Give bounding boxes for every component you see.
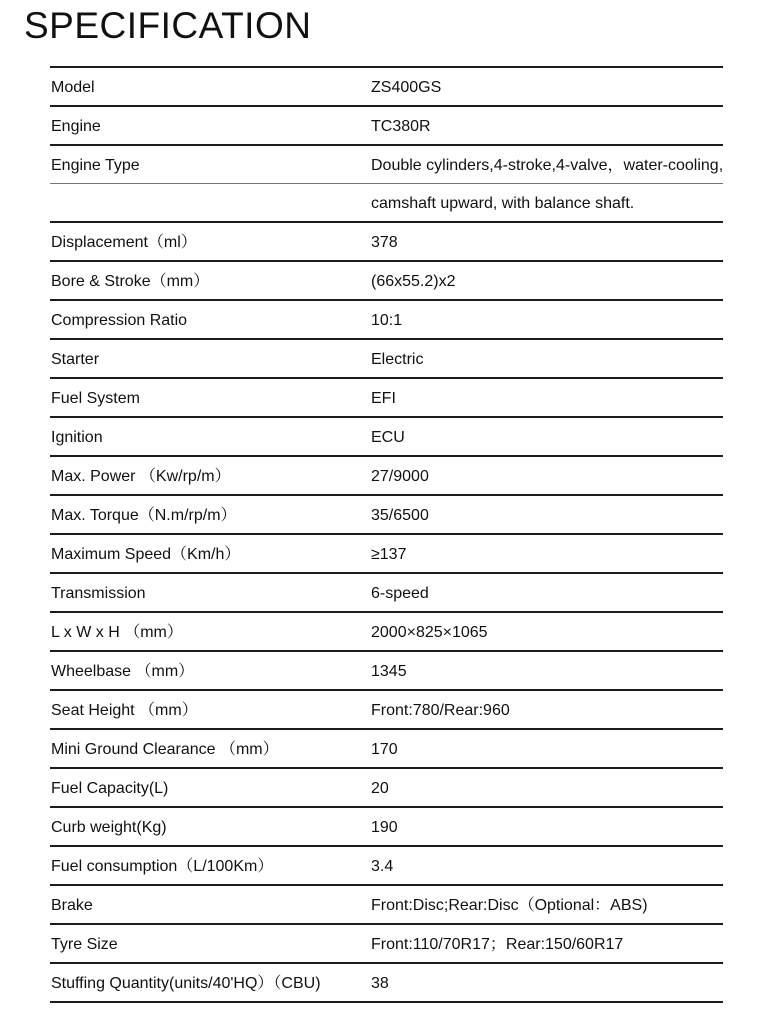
row-label: Maximum Speed（Km/h）	[51, 546, 241, 563]
row-value: Electric	[371, 351, 424, 368]
row-label: Fuel consumption（L/100Km）	[51, 858, 274, 875]
spec-row-model	[50, 68, 723, 105]
spec-row-fuel-system	[50, 379, 723, 416]
row-label: Seat Height （mm）	[51, 702, 198, 719]
row-value: Front:780/Rear:960	[371, 702, 510, 719]
spec-row-max-torque	[50, 496, 723, 533]
row-value: 1345	[371, 663, 407, 680]
row-value: 27/9000	[371, 468, 429, 485]
spec-row-fuel-capacity	[50, 769, 723, 806]
row-value: EFI	[371, 390, 396, 407]
spec-row-curb-weight	[50, 808, 723, 845]
spec-row-maximum-speed	[50, 535, 723, 572]
spec-row-brake	[50, 886, 723, 923]
row-value: 170	[371, 741, 398, 758]
spec-row-max-power	[50, 457, 723, 494]
spec-row-ignition	[50, 418, 723, 455]
row-value: 10:1	[371, 312, 403, 329]
row-label: Displacement（ml）	[51, 234, 197, 251]
row-label: Transmission	[51, 585, 146, 602]
spec-row-tyre-size	[50, 925, 723, 962]
spec-row-engine	[50, 107, 723, 144]
row-label: Engine	[51, 118, 101, 135]
row-value: Front:Disc;Rear:Disc（Optional：ABS)	[371, 897, 648, 914]
spec-row-transmission	[50, 574, 723, 611]
row-value: ≥137	[371, 546, 407, 563]
spec-row-ground-clearance	[50, 730, 723, 767]
row-label: Fuel Capacity(L)	[51, 780, 169, 797]
row-label: Curb weight(Kg)	[51, 819, 167, 836]
row-label: Mini Ground Clearance （mm）	[51, 741, 279, 758]
spec-table	[50, 66, 723, 1003]
row-label: Max. Power （Kw/rp/m）	[51, 468, 231, 485]
row-value: 2000×825×1065	[371, 624, 488, 641]
spec-row-displacement	[50, 223, 723, 260]
row-label: Bore & Stroke（mm）	[51, 273, 210, 290]
row-label: Fuel System	[51, 390, 140, 407]
table-bottom-rule	[50, 1001, 723, 1003]
row-value: 20	[371, 780, 389, 797]
row-value: Front:110/70R17；Rear:150/60R17	[371, 936, 624, 953]
row-value: (66x55.2)x2	[371, 273, 456, 290]
row-label: Stuffing Quantity(units/40'HQ）（CBU)	[51, 975, 321, 992]
row-value: 35/6500	[371, 507, 429, 524]
spec-row-fuel-consumption	[50, 847, 723, 884]
row-label: L x W x H （mm）	[51, 624, 183, 641]
row-value: TC380R	[371, 118, 431, 135]
spec-row-dimensions	[50, 613, 723, 650]
row-label: Model	[51, 79, 95, 96]
spec-row-compression-ratio	[50, 301, 723, 338]
spec-row-seat-height	[50, 691, 723, 728]
spec-row-starter	[50, 340, 723, 377]
spec-row-engine-type	[50, 146, 723, 183]
spec-row-wheelbase	[50, 652, 723, 689]
row-value: camshaft upward, with balance shaft.	[371, 195, 635, 212]
row-label: Compression Ratio	[51, 312, 188, 329]
row-value: 38	[371, 975, 389, 992]
row-value: 190	[371, 819, 398, 836]
row-value: 378	[371, 234, 398, 251]
row-label: Starter	[51, 351, 100, 368]
row-value: ECU	[371, 429, 405, 446]
row-label: Engine Type	[51, 157, 140, 174]
row-value: ZS400GS	[371, 79, 442, 96]
row-value: 6-speed	[371, 585, 429, 602]
spec-row-bore-stroke	[50, 262, 723, 299]
row-label: Tyre Size	[51, 936, 118, 953]
row-value: Double cylinders,4-stroke,4-valve，water-cooling,	[371, 157, 724, 174]
page-title: SPECIFICATION	[24, 5, 312, 46]
row-label: Max. Torque（N.m/rp/m）	[51, 507, 237, 524]
spec-row-stuffing-quantity	[50, 964, 723, 1001]
row-value: 3.4	[371, 858, 394, 875]
row-label: Wheelbase （mm）	[51, 663, 195, 680]
row-label: Brake	[51, 897, 93, 914]
row-label: Ignition	[51, 429, 103, 446]
spec-row-engine-type-continued	[50, 184, 723, 221]
